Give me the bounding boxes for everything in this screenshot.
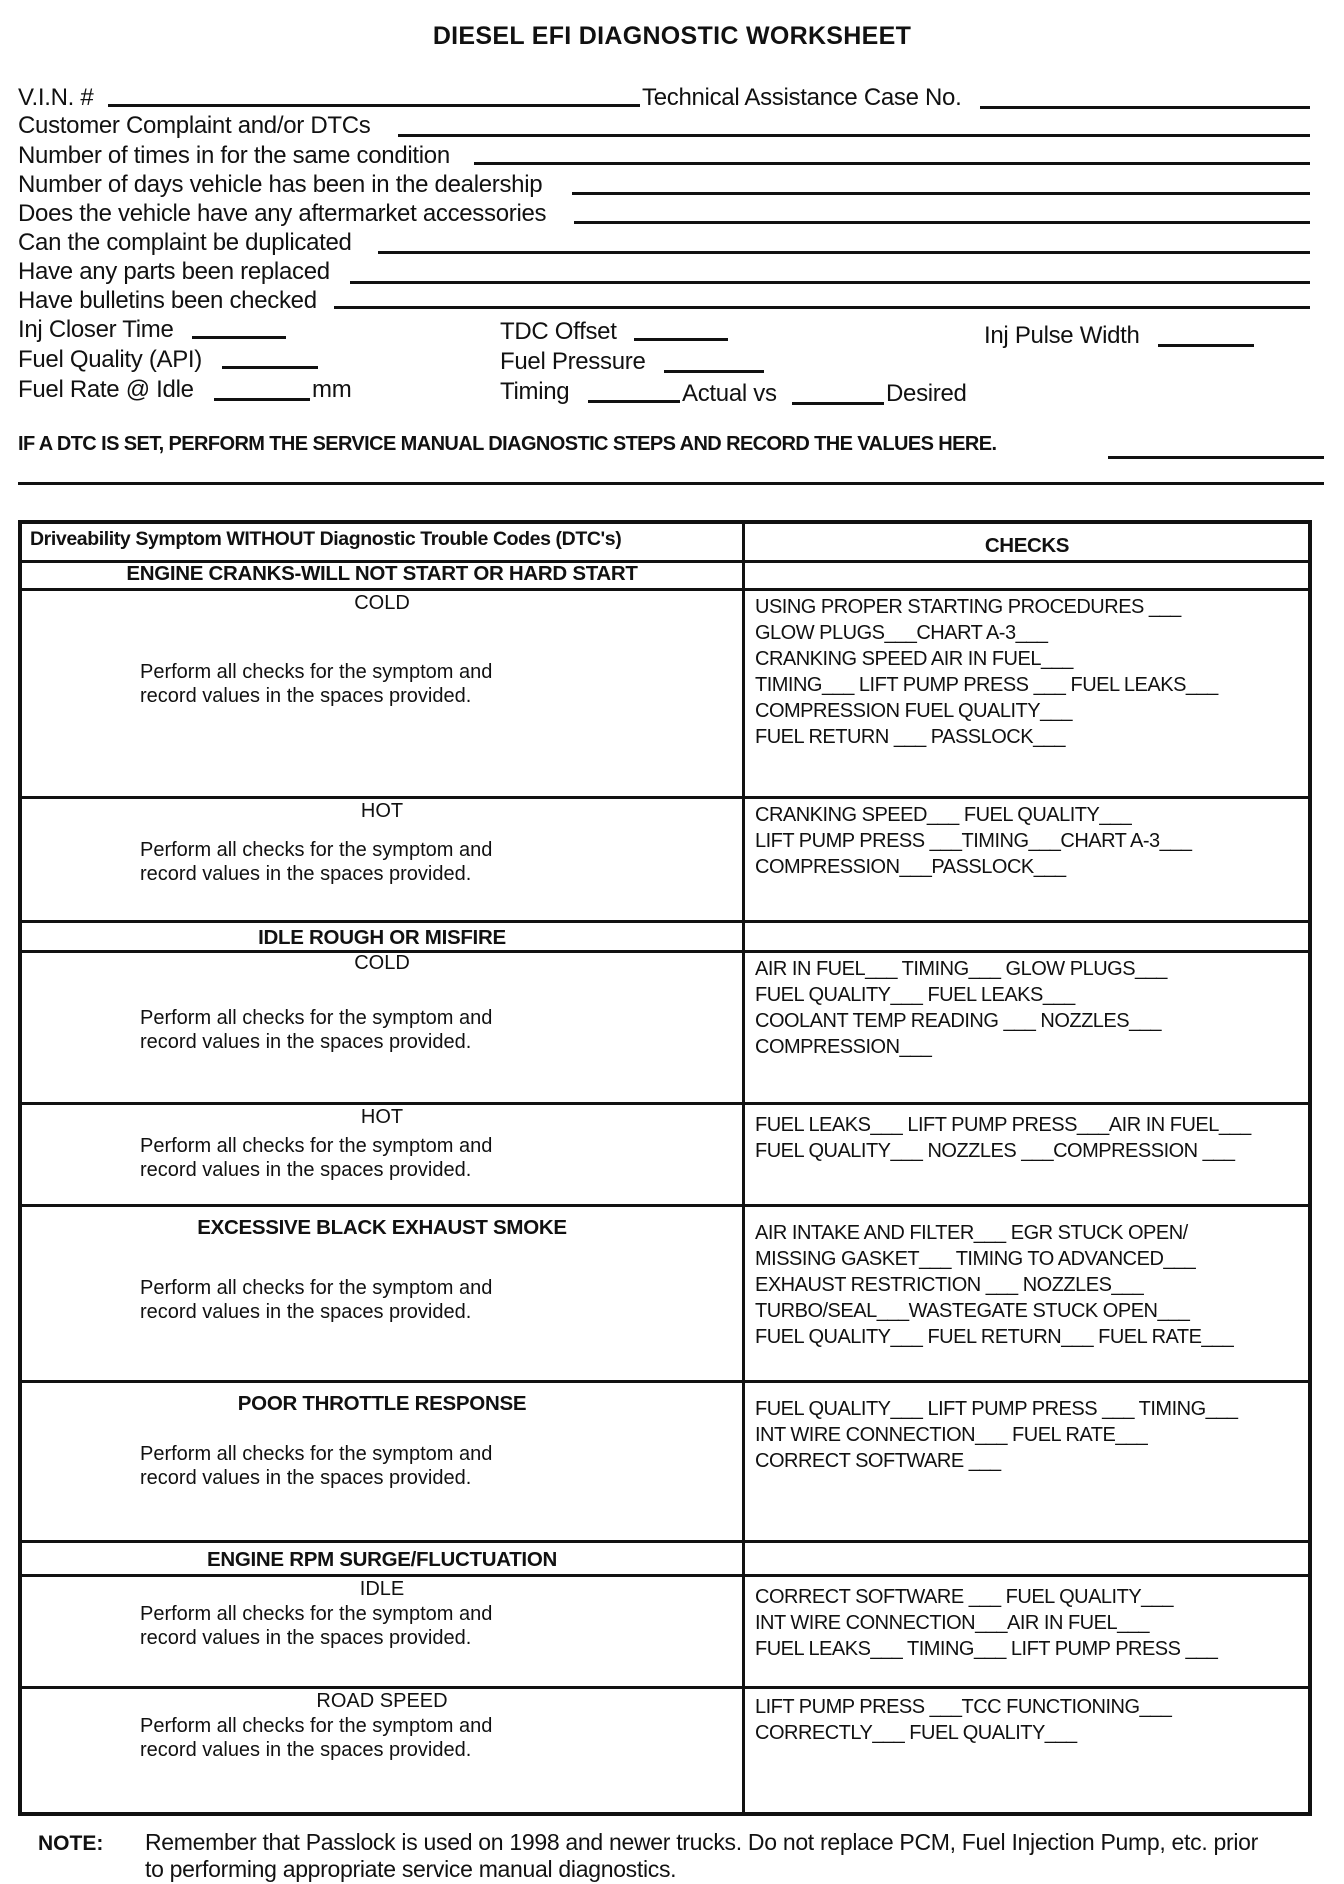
idle-hot-perform: Perform all checks for the symptom and record values in the spaces provided. [140, 1135, 493, 1181]
tac-label: Technical Assistance Case No. [642, 84, 962, 111]
days-field[interactable] [572, 192, 1310, 195]
row-divider [22, 796, 1308, 799]
inj-closer-field[interactable] [192, 336, 286, 339]
section-title-idle: IDLE ROUGH OR MISFIRE [258, 926, 506, 949]
throttle-checks[interactable]: FUEL QUALITY___ LIFT PUMP PRESS ___ TIMING___ INT WIRE CONNECTION___ FUEL RATE___ CORRECT SOFTWARE ___ [755, 1398, 1238, 1472]
desired-label: Desired [886, 380, 967, 407]
idle-cold-perform: Perform all checks for the symptom and record values in the spaces provided. [140, 1007, 493, 1053]
inj-closer-label: Inj Closer Time [18, 316, 174, 343]
page-title: DIESEL EFI DIAGNOSTIC WORKSHEET [432, 22, 912, 50]
idle-hot-label: HOT [360, 1106, 404, 1128]
fuel-rate-unit: mm [312, 376, 352, 403]
dtc-values-line-2[interactable] [18, 482, 1324, 485]
fuel-quality-label: Fuel Quality (API) [18, 346, 202, 373]
tdc-field[interactable] [634, 338, 728, 341]
section-title-throttle: POOR THROTTLE RESPONSE [237, 1392, 527, 1415]
tac-field[interactable] [980, 106, 1310, 109]
note-label: NOTE: [38, 1832, 104, 1855]
row-divider [22, 1380, 1308, 1383]
cranks-hot-label: HOT [360, 800, 404, 822]
smoke-perform: Perform all checks for the symptom and record values in the spaces provided. [140, 1277, 493, 1323]
inj-pulse-field[interactable] [1158, 344, 1254, 347]
surge-road-label: ROAD SPEED [316, 1690, 448, 1712]
col1-header: Driveability Symptom WITHOUT Diagnostic Trouble Codes (DTC's) [30, 528, 622, 550]
vin-label: V.I.N. # [18, 84, 94, 111]
dtc-note: IF A DTC IS SET, PERFORM THE SERVICE MANUAL DIAGNOSTIC STEPS AND RECORD THE VALUES HERE. [18, 433, 997, 455]
timing-actual-field[interactable] [588, 400, 680, 403]
fuel-rate-label: Fuel Rate @ Idle [18, 376, 194, 403]
symptom-table [18, 520, 1312, 1816]
row-divider [22, 1574, 1308, 1577]
idle-cold-label: COLD [354, 952, 410, 974]
aftermarket-field[interactable] [574, 221, 1310, 224]
vin-field[interactable] [108, 104, 640, 107]
row-divider [22, 920, 1308, 923]
surge-road-perform: Perform all checks for the symptom and record values in the spaces provided. [140, 1715, 493, 1761]
col2-header: CHECKS [984, 534, 1070, 557]
fuel-quality-field[interactable] [222, 366, 318, 369]
timing-desired-field[interactable] [792, 402, 884, 405]
duplicated-field[interactable] [378, 251, 1310, 254]
fuel-pressure-field[interactable] [664, 370, 764, 373]
section-title-smoke: EXCESSIVE BLACK EXHAUST SMOKE [197, 1216, 567, 1239]
times-in-field[interactable] [474, 162, 1310, 165]
duplicated-label: Can the complaint be duplicated [18, 229, 352, 256]
row-divider [22, 1204, 1308, 1207]
surge-idle-checks[interactable]: CORRECT SOFTWARE ___ FUEL QUALITY___ INT WIRE CONNECTION___AIR IN FUEL___ FUEL LEAKS___ TIMING___ LIFT PUMP PRESS ___ [755, 1586, 1218, 1660]
cranks-hot-checks[interactable]: CRANKING SPEED___ FUEL QUALITY___ LIFT PUMP PRESS ___TIMING___CHART A-3___ COMPRESSION___PASSLOCK___ [755, 804, 1192, 878]
row-divider [22, 1540, 1308, 1543]
surge-idle-perform: Perform all checks for the symptom and record values in the spaces provided. [140, 1603, 493, 1649]
parts-field[interactable] [350, 281, 1310, 284]
surge-road-checks[interactable]: LIFT PUMP PRESS ___TCC FUNCTIONING___ CORRECTLY___ FUEL QUALITY___ [755, 1696, 1172, 1744]
cranks-cold-label: COLD [354, 592, 410, 614]
note-text: Remember that Passlock is used on 1998 and newer trucks. Do not replace PCM, Fuel Injection Pump, etc. prior to performing appropriate service manual diagnostics. [145, 1829, 1259, 1882]
inj-pulse-label: Inj Pulse Width [984, 322, 1140, 349]
dtc-values-field[interactable] [1108, 456, 1324, 459]
days-label: Number of days vehicle has been in the dealership [18, 171, 543, 198]
bulletins-field[interactable] [334, 306, 1310, 309]
section-title-surge: ENGINE RPM SURGE/FLUCTUATION [207, 1548, 557, 1571]
actual-vs-label: Actual vs [682, 380, 777, 407]
row-divider [22, 1686, 1308, 1689]
aftermarket-label: Does the vehicle have any aftermarket accessories [18, 200, 547, 227]
fuel-rate-field[interactable] [214, 398, 310, 401]
times-in-label: Number of times in for the same condition [18, 142, 450, 169]
surge-idle-label: IDLE [359, 1578, 405, 1600]
cranks-cold-perform: Perform all checks for the symptom and record values in the spaces provided. [140, 661, 493, 707]
column-divider [742, 524, 745, 1812]
tdc-label: TDC Offset [500, 318, 617, 345]
cranks-cold-checks[interactable]: USING PROPER STARTING PROCEDURES ___ GLOW PLUGS___CHART A-3___ CRANKING SPEED AIR IN FUEL___ TIMING___ LIFT PUMP PRESS ___ FUEL LEAKS___ COMPRESSION FUEL QUALITY___ FUEL RETURN ___ PASSLOCK___ [755, 596, 1218, 748]
idle-hot-checks[interactable]: FUEL LEAKS___ LIFT PUMP PRESS___AIR IN FUEL___ FUEL QUALITY___ NOZZLES ___COMPRESSION ___ [755, 1114, 1251, 1162]
section-title-cranks: ENGINE CRANKS-WILL NOT START OR HARD START [126, 562, 638, 585]
bulletins-label: Have bulletins been checked [18, 287, 317, 314]
cranks-hot-perform: Perform all checks for the symptom and record values in the spaces provided. [140, 839, 493, 885]
row-divider [22, 588, 1308, 591]
smoke-checks[interactable]: AIR INTAKE AND FILTER___ EGR STUCK OPEN/ MISSING GASKET___ TIMING TO ADVANCED___ EXHAUST RESTRICTION ___ NOZZLES___ TURBO/SEAL___WASTEGATE STUCK OPEN___ FUEL QUALITY___ FUEL RETURN___ FUEL RATE___ [755, 1222, 1234, 1348]
throttle-perform: Perform all checks for the symptom and record values in the spaces provided. [140, 1443, 493, 1489]
parts-label: Have any parts been replaced [18, 258, 330, 285]
idle-cold-checks[interactable]: AIR IN FUEL___ TIMING___ GLOW PLUGS___ FUEL QUALITY___ FUEL LEAKS___ COOLANT TEMP READING ___ NOZZLES___ COMPRESSION___ [755, 958, 1167, 1058]
complaint-label: Customer Complaint and/or DTCs [18, 112, 371, 139]
fuel-pressure-label: Fuel Pressure [500, 348, 646, 375]
complaint-field[interactable] [398, 134, 1310, 137]
row-divider [22, 1102, 1308, 1105]
timing-label: Timing [500, 378, 570, 405]
